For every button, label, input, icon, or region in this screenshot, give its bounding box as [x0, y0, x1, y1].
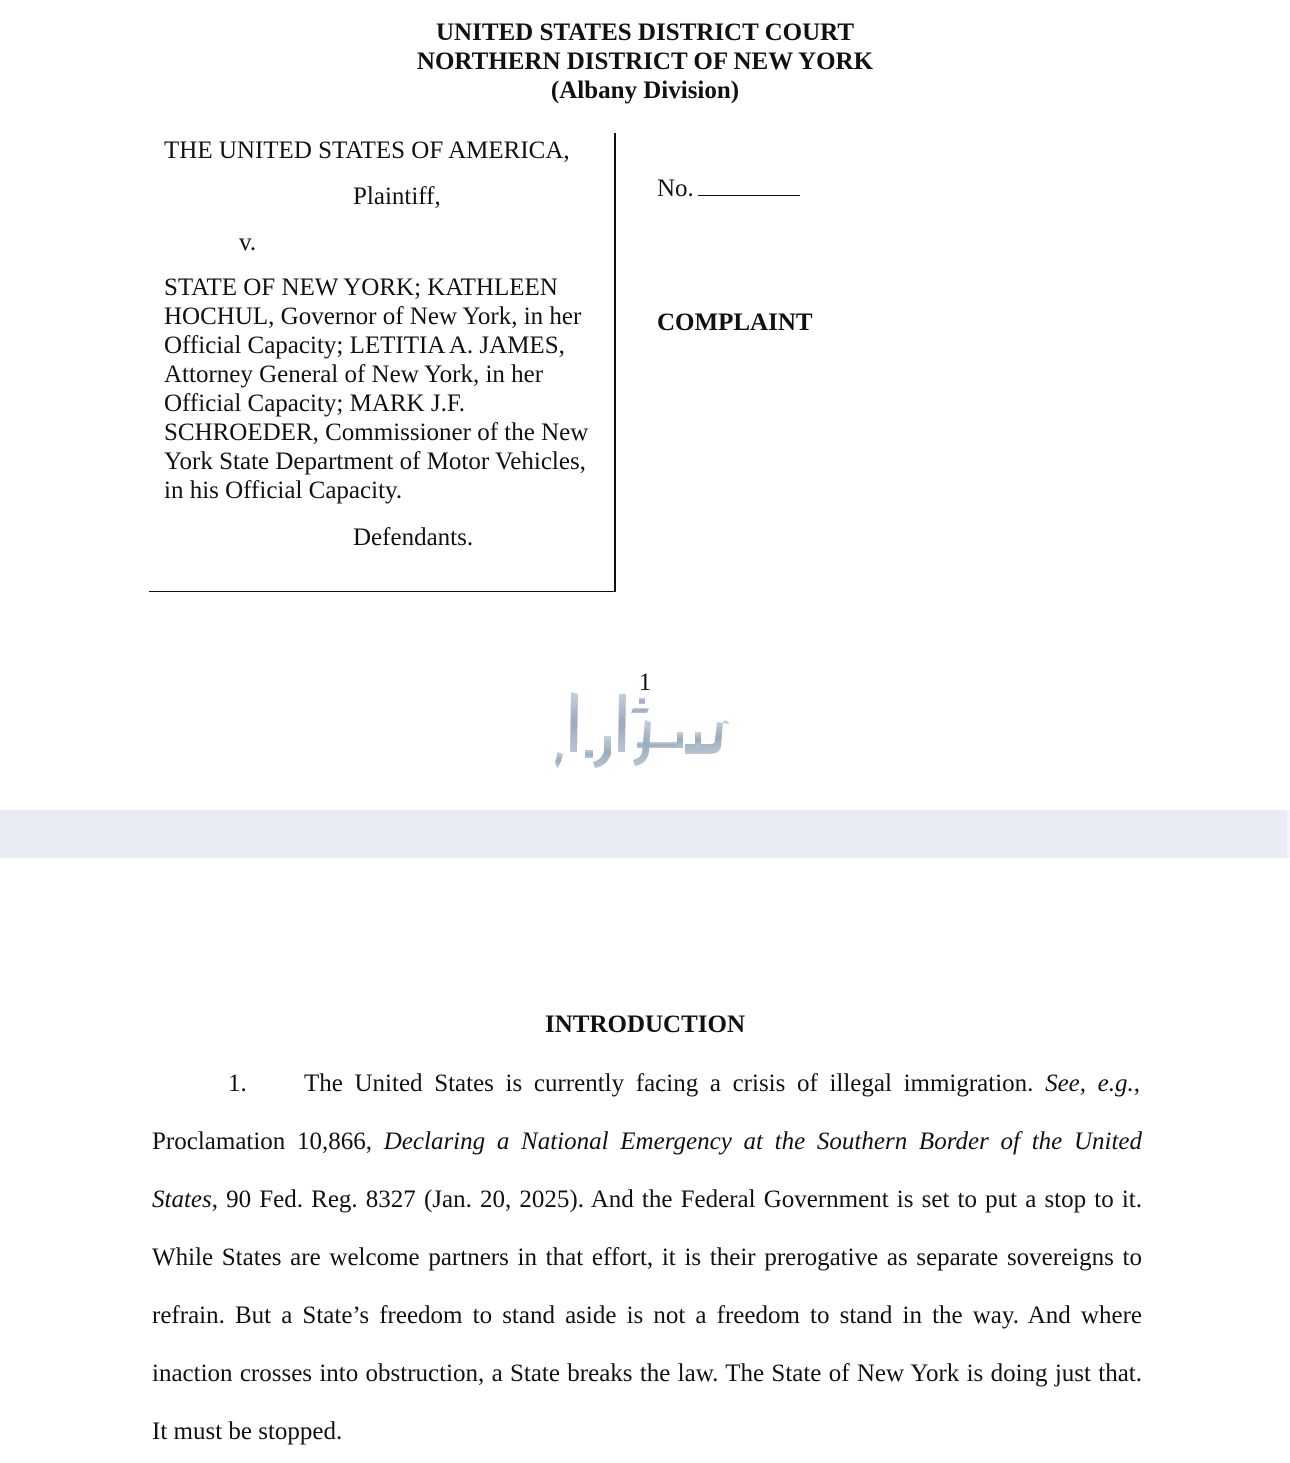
court-district: NORTHERN DISTRICT OF NEW YORK: [416, 48, 874, 75]
page-separator: [0, 810, 1290, 858]
case-caption-parties: [149, 133, 616, 592]
proclamation-title: Declaring a National Emergency at the Southern Border of the United: [383, 1128, 1143, 1155]
court-division: (Albany Division): [550, 77, 740, 104]
defendants-line: Official Capacity; LETITIA A. JAMES,: [164, 332, 565, 359]
defendants-line: SCHROEDER, Commissioner of the New: [164, 419, 589, 446]
defendants-line: York State Department of Motor Vehicles,: [164, 448, 586, 475]
court-header: [0, 18, 1290, 105]
court-name: UNITED STATES DISTRICT COURT: [436, 19, 854, 46]
case-number-blank: [698, 175, 800, 196]
page-number: 1: [638, 669, 652, 696]
paragraph-line: inaction crosses into obstruction, a State breaks the law. The State of New York is doing just that.: [152, 1360, 1142, 1387]
paragraph-line: [152, 1185, 1142, 1214]
proclamation-title-end: States: [152, 1186, 212, 1213]
document-title: COMPLAINT: [657, 309, 813, 336]
section-heading: INTRODUCTION: [544, 1011, 746, 1038]
watermark-glyphs: [555, 692, 729, 768]
defendants-line: STATE OF NEW YORK; KATHLEEN: [164, 274, 558, 301]
versus: v.: [239, 229, 257, 256]
paragraph-line: The United States is currently facing a crisis of illegal immigration. See, e.g.,: [304, 1070, 1140, 1097]
defendants-line: Official Capacity; MARK J.F.: [164, 390, 465, 417]
case-number-label: No.: [657, 175, 694, 202]
paragraph-line: While States are welcome partners in that effort, it is their prerogative as separate sovereigns to: [152, 1244, 1142, 1271]
line-text: The United States is currently facing a crisis of illegal immigration.: [304, 1070, 1034, 1097]
line-text: , 90 Fed. Reg. 8327 (Jan. 20, 2025). And the Federal Government is set to put a stop to it.: [211, 1186, 1142, 1213]
plaintiff-role: Plaintiff,: [353, 183, 441, 210]
paragraph-line-last: It must be stopped.: [152, 1418, 343, 1445]
citation-signal: See, e.g.: [1045, 1070, 1134, 1097]
case-number: [657, 174, 800, 203]
paragraph-number: 1.: [228, 1070, 247, 1097]
defendants-list: [164, 273, 609, 505]
plaintiff-name: THE UNITED STATES OF AMERICA,: [164, 137, 570, 164]
document-page-2: [0, 858, 1290, 1463]
line-text: Proclamation 10,866,: [152, 1128, 373, 1155]
defendants-line: in his Official Capacity.: [164, 477, 403, 504]
defendants-role: Defendants.: [353, 524, 474, 551]
defendants-line: HOCHUL, Governor of New York, in her: [164, 303, 582, 330]
paragraph-line: [152, 1127, 1142, 1156]
watermark-logo: [553, 684, 739, 780]
paragraph-line: refrain. But a State’s freedom to stand aside is not a freedom to stand in the way. And where: [152, 1302, 1142, 1329]
defendants-line: Attorney General of New York, in her: [164, 361, 544, 388]
